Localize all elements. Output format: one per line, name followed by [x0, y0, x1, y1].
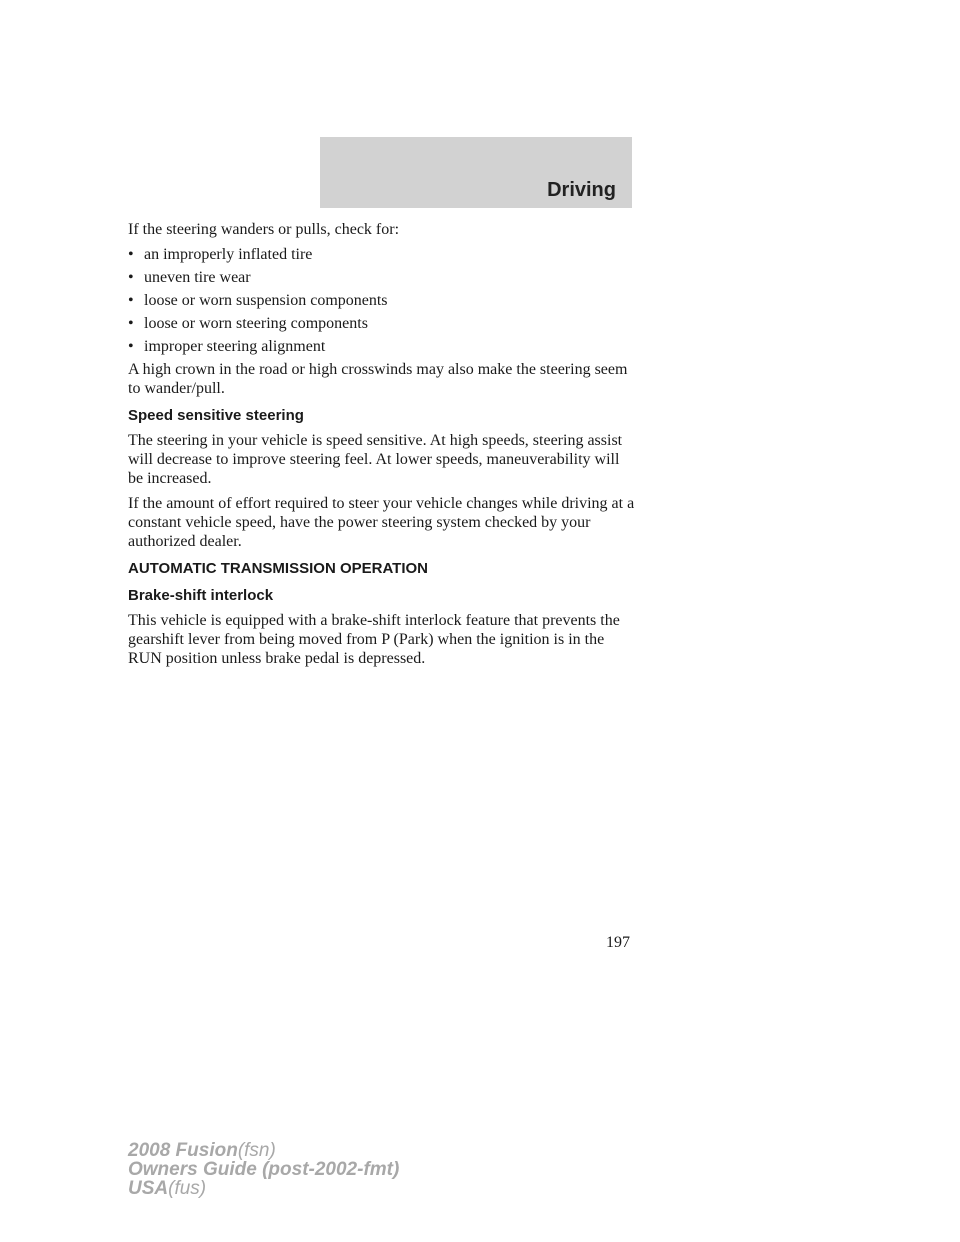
bullet-icon: •	[128, 338, 134, 355]
footer-model-code: (fsn)	[237, 1140, 276, 1161]
section-header-band	[320, 137, 632, 208]
section-title: Driving	[547, 179, 616, 201]
interlock-heading: Brake-shift interlock	[128, 587, 274, 604]
transmission-heading: AUTOMATIC TRANSMISSION OPERATION	[128, 560, 428, 577]
crown-note: A high crown in the road or high crosswinds may also make the steering seem to wander/pull.	[128, 361, 628, 397]
bullet-icon: •	[128, 246, 134, 263]
bullet-icon: •	[128, 269, 134, 286]
list-item	[128, 314, 638, 333]
bullet-icon: •	[128, 315, 134, 332]
page-content	[128, 220, 638, 674]
list-item	[128, 337, 638, 356]
list-item-text: an improperly inflated tire	[144, 246, 313, 263]
steering-intro: If the steering wanders or pulls, check for:	[128, 221, 400, 238]
list-item-text: uneven tire wear	[144, 269, 251, 286]
document-footer	[128, 1141, 399, 1198]
list-item	[128, 245, 638, 264]
footer-market: USA	[128, 1178, 169, 1199]
list-item	[128, 268, 638, 287]
footer-guide: Owners Guide (post-2002-fmt)	[128, 1159, 400, 1180]
list-item-text: loose or worn suspension components	[144, 292, 388, 309]
list-item-text: improper steering alignment	[144, 338, 326, 355]
speed-steering-paragraph-1: The steering in your vehicle is speed sensitive. At high speeds, steering assist will decrease to improve steering feel. At lower speeds, maneuverability will be increased.	[128, 432, 623, 487]
speed-steering-heading: Speed sensitive steering	[128, 407, 304, 424]
footer-market-code: (fus)	[168, 1178, 207, 1199]
footer-model: 2008 Fusion	[128, 1140, 238, 1161]
interlock-paragraph: This vehicle is equipped with a brake-shift interlock feature that prevents the gearshift lever from being moved from P (Park) when the ignition is in the RUN position unless brake pedal is depressed.	[128, 612, 620, 667]
bullet-icon: •	[128, 292, 134, 309]
list-item-text: loose or worn steering components	[144, 315, 368, 332]
speed-steering-paragraph-2: If the amount of effort required to steer your vehicle changes while driving at a constant vehicle speed, have the power steering system checked by your authorized dealer.	[128, 495, 635, 550]
page-number: 197	[606, 934, 630, 951]
list-item	[128, 291, 638, 310]
